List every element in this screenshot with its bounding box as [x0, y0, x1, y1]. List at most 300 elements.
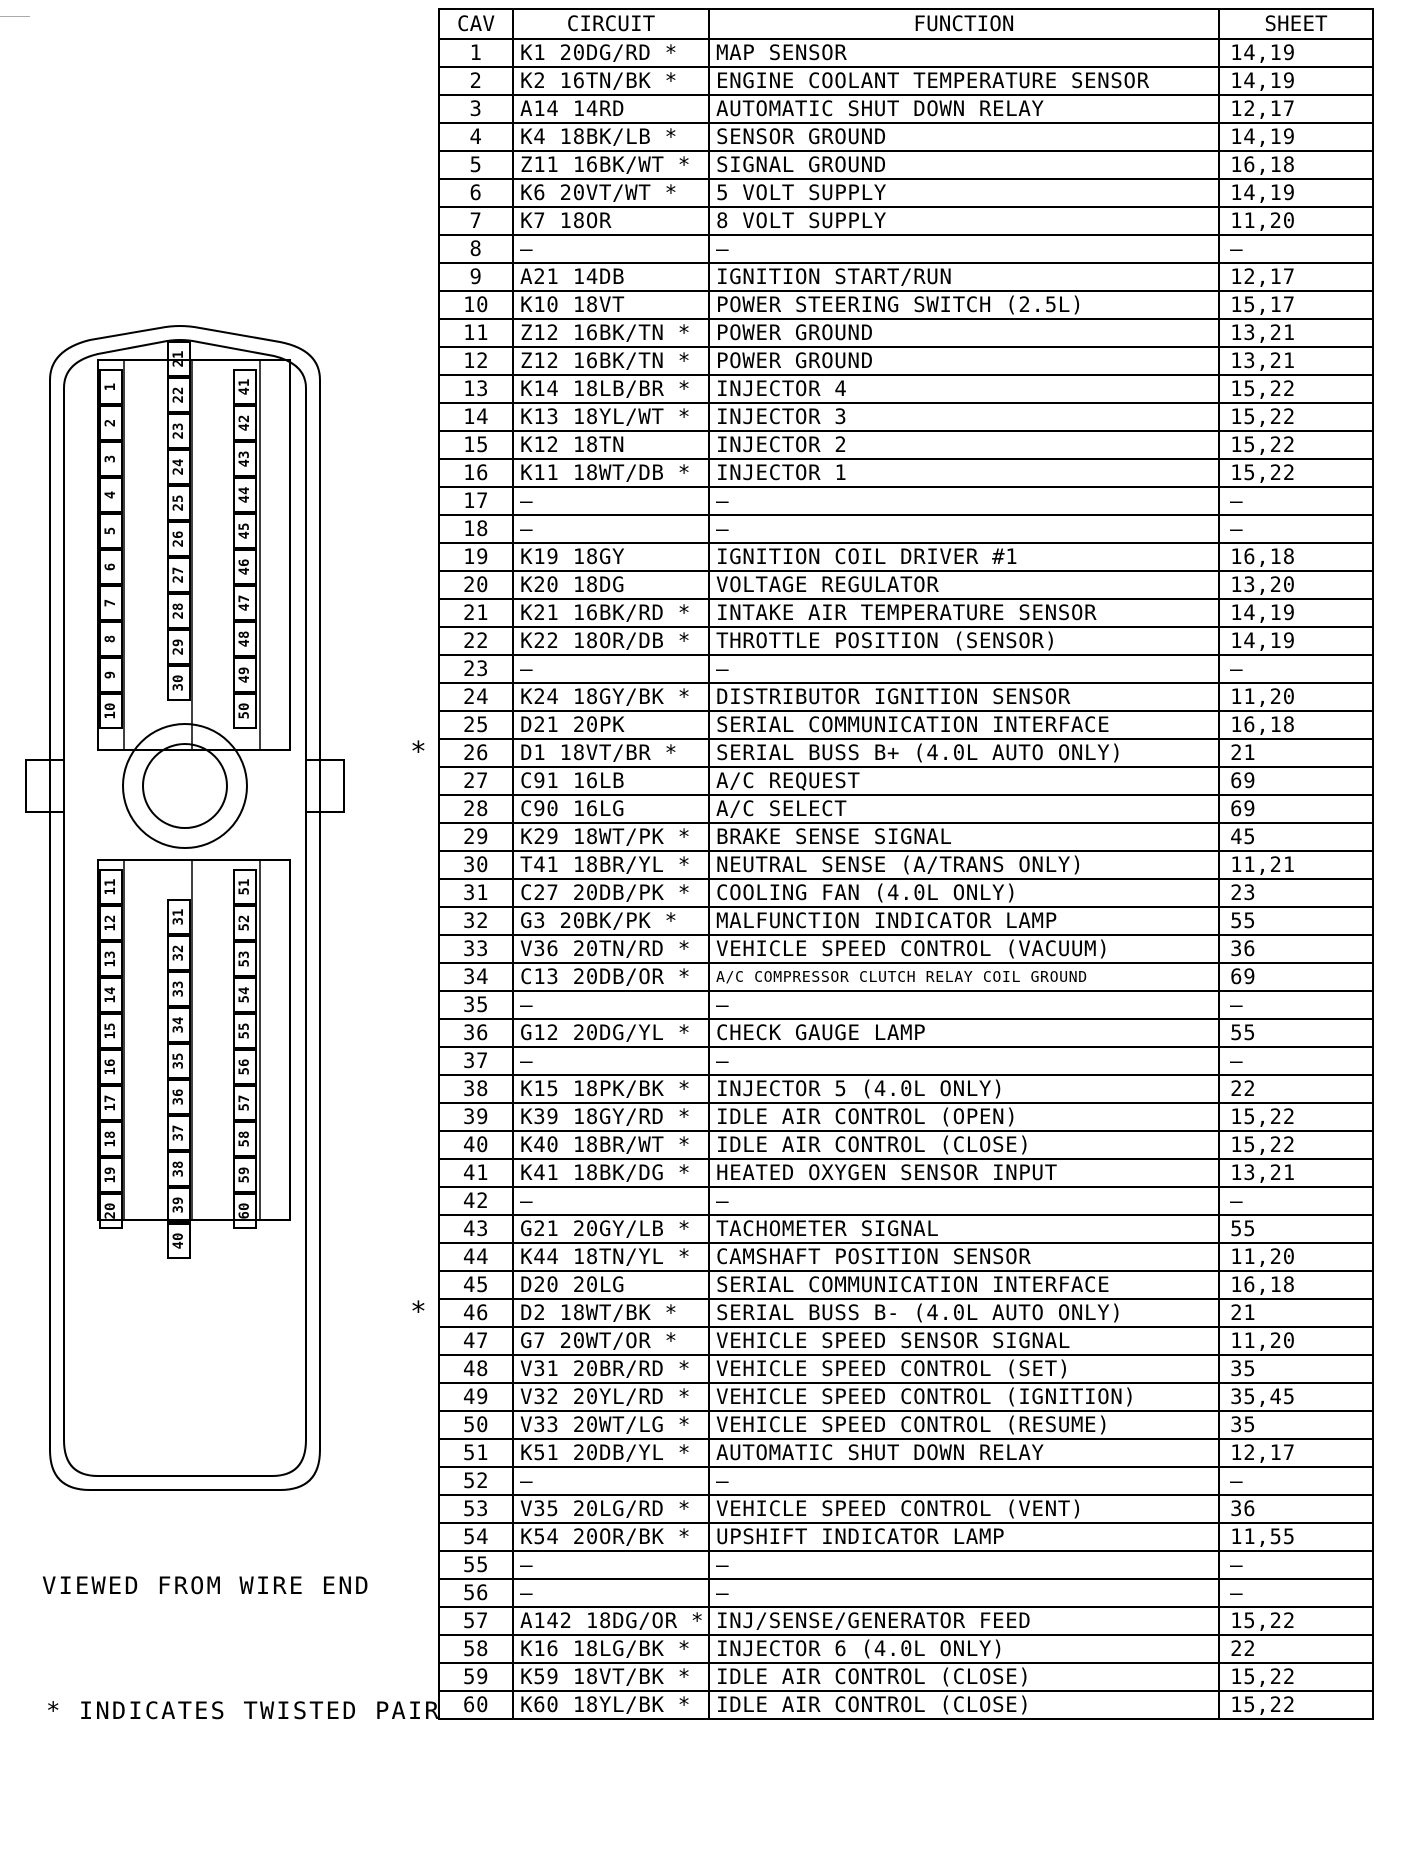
- cell-function: SENSOR GROUND: [709, 123, 1219, 151]
- cell-sheet: 22: [1219, 1075, 1373, 1103]
- cell-function: THROTTLE POSITION (SENSOR): [709, 627, 1219, 655]
- cell-cav: 30: [439, 851, 513, 879]
- cell-cav: 27: [439, 767, 513, 795]
- table-row: [439, 655, 1373, 683]
- cell-sheet: 13,21: [1219, 1159, 1373, 1187]
- pin-label-29: 29: [171, 638, 187, 656]
- cell-sheet: 16,18: [1219, 1271, 1373, 1299]
- cell-circuit: V35 20LG/RD *: [513, 1495, 709, 1523]
- cell-circuit: C91 16LB: [513, 767, 709, 795]
- cell-sheet: 15,22: [1219, 1607, 1373, 1635]
- cell-cav: 16: [439, 459, 513, 487]
- table-row: [439, 179, 1373, 207]
- table-row: [439, 851, 1373, 879]
- table-row: [439, 1663, 1373, 1691]
- cell-function: VEHICLE SPEED SENSOR SIGNAL: [709, 1327, 1219, 1355]
- cell-sheet: 15,22: [1219, 431, 1373, 459]
- cell-circuit: K4 18BK/LB *: [513, 123, 709, 151]
- pin-label-2: 2: [103, 418, 119, 428]
- cell-circuit: A14 14RD: [513, 95, 709, 123]
- table-row: [439, 459, 1373, 487]
- pin-label-40: 40: [171, 1232, 187, 1250]
- cell-circuit: G21 20GY/LB *: [513, 1215, 709, 1243]
- cell-circuit: K24 18GY/BK *: [513, 683, 709, 711]
- table-row: [439, 1467, 1373, 1495]
- cell-function: SERIAL COMMUNICATION INTERFACE: [709, 711, 1219, 739]
- pin-label-27: 27: [171, 566, 187, 584]
- cell-sheet: 14,19: [1219, 599, 1373, 627]
- twisted-pair-mark-46: *: [410, 1295, 427, 1328]
- cell-cav: 55: [439, 1551, 513, 1579]
- connector-center-hole: [143, 744, 227, 828]
- table-row: [439, 1635, 1373, 1663]
- cell-sheet: 23: [1219, 879, 1373, 907]
- cell-function: INJECTOR 6 (4.0L ONLY): [709, 1635, 1219, 1663]
- cell-sheet: 35,45: [1219, 1383, 1373, 1411]
- cell-circuit: V33 20WT/LG *: [513, 1411, 709, 1439]
- pin-label-34: 34: [171, 1016, 187, 1034]
- cell-circuit: —: [513, 487, 709, 515]
- table-row: [439, 879, 1373, 907]
- cell-sheet: 69: [1219, 767, 1373, 795]
- cell-sheet: 14,19: [1219, 627, 1373, 655]
- cell-cav: 57: [439, 1607, 513, 1635]
- table-header-row: [439, 9, 1373, 39]
- table-row: [439, 823, 1373, 851]
- cell-sheet: 15,22: [1219, 403, 1373, 431]
- pin-label-42: 42: [237, 414, 253, 432]
- twisted-pair-mark-26: *: [410, 735, 427, 768]
- pin-label-20: 20: [103, 1202, 119, 1220]
- cell-function: INJECTOR 1: [709, 459, 1219, 487]
- cell-function: —: [709, 655, 1219, 683]
- cell-sheet: 55: [1219, 1215, 1373, 1243]
- cell-cav: 2: [439, 67, 513, 95]
- cell-cav: 11: [439, 319, 513, 347]
- cell-cav: 56: [439, 1579, 513, 1607]
- cell-sheet: 45: [1219, 823, 1373, 851]
- cell-cav: 44: [439, 1243, 513, 1271]
- top-pin-bank-frame: [98, 360, 290, 750]
- cell-cav: 42: [439, 1187, 513, 1215]
- cell-sheet: 21: [1219, 739, 1373, 767]
- table-row: [439, 963, 1373, 991]
- cell-function: INJECTOR 4: [709, 375, 1219, 403]
- pin-label-13: 13: [103, 950, 119, 968]
- cell-circuit: K41 18BK/DG *: [513, 1159, 709, 1187]
- cell-function: —: [709, 991, 1219, 1019]
- cell-circuit: —: [513, 1467, 709, 1495]
- table-row: [439, 1439, 1373, 1467]
- table-row: [439, 487, 1373, 515]
- pin-label-6: 6: [103, 562, 119, 572]
- cell-sheet: —: [1219, 487, 1373, 515]
- cell-sheet: 11,21: [1219, 851, 1373, 879]
- cell-sheet: 13,20: [1219, 571, 1373, 599]
- cell-sheet: —: [1219, 1187, 1373, 1215]
- cell-cav: 25: [439, 711, 513, 739]
- cell-circuit: —: [513, 1579, 709, 1607]
- pin-label-37: 37: [171, 1124, 187, 1142]
- cell-cav: 5: [439, 151, 513, 179]
- cell-function: MALFUNCTION INDICATOR LAMP: [709, 907, 1219, 935]
- cell-cav: 18: [439, 515, 513, 543]
- cell-cav: 46: [439, 1299, 513, 1327]
- table-row: [439, 1383, 1373, 1411]
- table-row: [439, 95, 1373, 123]
- table-row: [439, 319, 1373, 347]
- cell-function: TACHOMETER SIGNAL: [709, 1215, 1219, 1243]
- cell-cav: 54: [439, 1523, 513, 1551]
- cell-sheet: 14,19: [1219, 123, 1373, 151]
- pin-label-3: 3: [103, 454, 119, 464]
- cell-function: VEHICLE SPEED CONTROL (VENT): [709, 1495, 1219, 1523]
- table-row: [439, 375, 1373, 403]
- cell-cav: 7: [439, 207, 513, 235]
- cell-cav: 22: [439, 627, 513, 655]
- cell-function: —: [709, 487, 1219, 515]
- cell-sheet: —: [1219, 1579, 1373, 1607]
- cell-cav: 20: [439, 571, 513, 599]
- pin-label-5: 5: [103, 526, 119, 536]
- cell-function: VOLTAGE REGULATOR: [709, 571, 1219, 599]
- cell-circuit: —: [513, 235, 709, 263]
- cell-function: HEATED OXYGEN SENSOR INPUT: [709, 1159, 1219, 1187]
- pin-label-35: 35: [171, 1052, 187, 1070]
- cell-function: —: [709, 1187, 1219, 1215]
- cell-cav: 59: [439, 1663, 513, 1691]
- pin-label-55: 55: [237, 1022, 253, 1040]
- pin-label-28: 28: [171, 602, 187, 620]
- cell-cav: 28: [439, 795, 513, 823]
- table-row: [439, 1327, 1373, 1355]
- cell-cav: 17: [439, 487, 513, 515]
- pin-table: [438, 8, 1374, 1720]
- cell-circuit: —: [513, 1551, 709, 1579]
- cell-circuit: —: [513, 991, 709, 1019]
- cell-cav: 3: [439, 95, 513, 123]
- cell-circuit: K22 18OR/DB *: [513, 627, 709, 655]
- cell-function: —: [709, 515, 1219, 543]
- cell-function: 5 VOLT SUPPLY: [709, 179, 1219, 207]
- cell-circuit: K11 18WT/DB *: [513, 459, 709, 487]
- cell-cav: 58: [439, 1635, 513, 1663]
- cell-cav: 53: [439, 1495, 513, 1523]
- pin-label-22: 22: [171, 386, 187, 404]
- cell-function: VEHICLE SPEED CONTROL (SET): [709, 1355, 1219, 1383]
- cell-sheet: 69: [1219, 963, 1373, 991]
- cell-circuit: K13 18YL/WT *: [513, 403, 709, 431]
- cell-cav: 35: [439, 991, 513, 1019]
- table-row: [439, 907, 1373, 935]
- cell-circuit: D21 20PK: [513, 711, 709, 739]
- cell-sheet: 22: [1219, 1635, 1373, 1663]
- table-row: [439, 123, 1373, 151]
- cell-sheet: 14,19: [1219, 179, 1373, 207]
- cell-cav: 23: [439, 655, 513, 683]
- cell-sheet: 13,21: [1219, 347, 1373, 375]
- table-row: [439, 235, 1373, 263]
- cell-cav: 31: [439, 879, 513, 907]
- cell-cav: 37: [439, 1047, 513, 1075]
- cell-function: 8 VOLT SUPPLY: [709, 207, 1219, 235]
- cell-function: IGNITION COIL DRIVER #1: [709, 543, 1219, 571]
- cell-function: —: [709, 1047, 1219, 1075]
- cell-circuit: G3 20BK/PK *: [513, 907, 709, 935]
- connector-right-lug: [306, 760, 344, 812]
- cell-sheet: 11,20: [1219, 1327, 1373, 1355]
- cell-circuit: K16 18LG/BK *: [513, 1635, 709, 1663]
- cell-circuit: K7 18OR: [513, 207, 709, 235]
- table-row: [439, 1551, 1373, 1579]
- cell-cav: 29: [439, 823, 513, 851]
- cell-circuit: T41 18BR/YL *: [513, 851, 709, 879]
- table-row: [439, 1579, 1373, 1607]
- pin-label-57: 57: [237, 1094, 253, 1112]
- pin-label-4: 4: [103, 490, 119, 500]
- cell-function: SERIAL COMMUNICATION INTERFACE: [709, 1271, 1219, 1299]
- cell-function: MAP SENSOR: [709, 39, 1219, 67]
- cell-sheet: 16,18: [1219, 543, 1373, 571]
- pin-label-60: 60: [237, 1202, 253, 1220]
- cell-function: A/C SELECT: [709, 795, 1219, 823]
- cell-cav: 49: [439, 1383, 513, 1411]
- pin-label-21: 21: [171, 350, 187, 368]
- pin-label-30: 30: [171, 674, 187, 692]
- cell-circuit: K54 20OR/BK *: [513, 1523, 709, 1551]
- bottom-pin-bank-frame: [98, 860, 290, 1220]
- cell-circuit: A21 14DB: [513, 263, 709, 291]
- cell-function: DISTRIBUTOR IGNITION SENSOR: [709, 683, 1219, 711]
- cell-sheet: 21: [1219, 1299, 1373, 1327]
- cell-function: INJ/SENSE/GENERATOR FEED: [709, 1607, 1219, 1635]
- table-row: [439, 1215, 1373, 1243]
- pin-label-45: 45: [237, 522, 253, 540]
- cell-circuit: Z11 16BK/WT *: [513, 151, 709, 179]
- cell-cav: 47: [439, 1327, 513, 1355]
- connector-center-ring: [123, 724, 247, 848]
- cell-cav: 1: [439, 39, 513, 67]
- table-row: [439, 1047, 1373, 1075]
- table-row: [439, 627, 1373, 655]
- cell-circuit: K14 18LB/BR *: [513, 375, 709, 403]
- pin-label-48: 48: [237, 630, 253, 648]
- cell-circuit: —: [513, 1047, 709, 1075]
- cell-cav: 21: [439, 599, 513, 627]
- cell-sheet: —: [1219, 235, 1373, 263]
- pin-label-24: 24: [171, 458, 187, 476]
- cell-function: IGNITION START/RUN: [709, 263, 1219, 291]
- cell-circuit: V36 20TN/RD *: [513, 935, 709, 963]
- table-row: [439, 1159, 1373, 1187]
- cell-circuit: K20 18DG: [513, 571, 709, 599]
- table-row: [439, 1103, 1373, 1131]
- cell-function: —: [709, 1551, 1219, 1579]
- cell-function: A/C COMPRESSOR CLUTCH RELAY COIL GROUND: [709, 963, 1219, 991]
- cell-cav: 6: [439, 179, 513, 207]
- cell-function: POWER GROUND: [709, 319, 1219, 347]
- cell-sheet: —: [1219, 1047, 1373, 1075]
- table-row: [439, 1691, 1373, 1719]
- pin-label-26: 26: [171, 530, 187, 548]
- pin-label-39: 39: [171, 1196, 187, 1214]
- cell-sheet: 15,22: [1219, 375, 1373, 403]
- cell-function: INJECTOR 2: [709, 431, 1219, 459]
- table-row: [439, 1187, 1373, 1215]
- cell-circuit: C27 20DB/PK *: [513, 879, 709, 907]
- pin-label-38: 38: [171, 1160, 187, 1178]
- pin-label-23: 23: [171, 422, 187, 440]
- cell-function: UPSHIFT INDICATOR LAMP: [709, 1523, 1219, 1551]
- cell-cav: 19: [439, 543, 513, 571]
- cell-circuit: K44 18TN/YL *: [513, 1243, 709, 1271]
- cell-cav: 40: [439, 1131, 513, 1159]
- cell-circuit: K1 20DG/RD *: [513, 39, 709, 67]
- cell-function: —: [709, 235, 1219, 263]
- header-function: FUNCTION: [709, 9, 1219, 39]
- cell-function: COOLING FAN (4.0L ONLY): [709, 879, 1219, 907]
- cell-sheet: 15,22: [1219, 459, 1373, 487]
- cell-cav: 8: [439, 235, 513, 263]
- table-row: [439, 1243, 1373, 1271]
- table-row: [439, 1271, 1373, 1299]
- cell-function: SERIAL BUSS B+ (4.0L AUTO ONLY): [709, 739, 1219, 767]
- cell-sheet: 11,20: [1219, 683, 1373, 711]
- cell-sheet: 12,17: [1219, 95, 1373, 123]
- cell-circuit: K39 18GY/RD *: [513, 1103, 709, 1131]
- header-cav: CAV: [439, 9, 513, 39]
- cell-sheet: 36: [1219, 935, 1373, 963]
- pin-label-58: 58: [237, 1130, 253, 1148]
- pin-label-15: 15: [103, 1022, 119, 1040]
- cell-circuit: K40 18BR/WT *: [513, 1131, 709, 1159]
- cell-function: SIGNAL GROUND: [709, 151, 1219, 179]
- cell-circuit: —: [513, 1187, 709, 1215]
- cell-function: VEHICLE SPEED CONTROL (VACUUM): [709, 935, 1219, 963]
- cell-function: POWER STEERING SWITCH (2.5L): [709, 291, 1219, 319]
- cell-circuit: K60 18YL/BK *: [513, 1691, 709, 1719]
- cell-circuit: C13 20DB/OR *: [513, 963, 709, 991]
- cell-cav: 4: [439, 123, 513, 151]
- cell-cav: 45: [439, 1271, 513, 1299]
- cell-cav: 15: [439, 431, 513, 459]
- cell-sheet: 36: [1219, 1495, 1373, 1523]
- pin-label-50: 50: [237, 702, 253, 720]
- pin-label-46: 46: [237, 558, 253, 576]
- cell-function: IDLE AIR CONTROL (CLOSE): [709, 1691, 1219, 1719]
- cell-function: AUTOMATIC SHUT DOWN RELAY: [709, 1439, 1219, 1467]
- pin-label-59: 59: [237, 1166, 253, 1184]
- pin-label-51: 51: [237, 878, 253, 896]
- pin-label-41: 41: [237, 378, 253, 396]
- cell-cav: 12: [439, 347, 513, 375]
- cell-function: CAMSHAFT POSITION SENSOR: [709, 1243, 1219, 1271]
- cell-sheet: 12,17: [1219, 263, 1373, 291]
- cell-function: BRAKE SENSE SIGNAL: [709, 823, 1219, 851]
- cell-cav: 41: [439, 1159, 513, 1187]
- cell-function: A/C REQUEST: [709, 767, 1219, 795]
- table-row: [439, 1411, 1373, 1439]
- cell-circuit: K59 18VT/BK *: [513, 1663, 709, 1691]
- pin-label-8: 8: [103, 634, 119, 644]
- cell-circuit: G7 20WT/OR *: [513, 1327, 709, 1355]
- pin-label-36: 36: [171, 1088, 187, 1106]
- cell-sheet: 16,18: [1219, 151, 1373, 179]
- cell-circuit: V32 20YL/RD *: [513, 1383, 709, 1411]
- pin-label-44: 44: [237, 486, 253, 504]
- cell-sheet: 15,22: [1219, 1103, 1373, 1131]
- scan-mark: [0, 16, 30, 17]
- table-row: [439, 711, 1373, 739]
- table-row: [439, 767, 1373, 795]
- table-row: [439, 403, 1373, 431]
- cell-cav: 51: [439, 1439, 513, 1467]
- cell-function: —: [709, 1579, 1219, 1607]
- cell-sheet: 14,19: [1219, 39, 1373, 67]
- cell-cav: 36: [439, 1019, 513, 1047]
- pin-label-11: 11: [103, 878, 119, 896]
- pin-label-47: 47: [237, 594, 253, 612]
- cell-function: ENGINE COOLANT TEMPERATURE SENSOR: [709, 67, 1219, 95]
- cell-cav: 43: [439, 1215, 513, 1243]
- cell-circuit: V31 20BR/RD *: [513, 1355, 709, 1383]
- cell-circuit: K6 20VT/WT *: [513, 179, 709, 207]
- cell-circuit: —: [513, 515, 709, 543]
- table-row: [439, 67, 1373, 95]
- cell-circuit: K15 18PK/BK *: [513, 1075, 709, 1103]
- table-row: [439, 1355, 1373, 1383]
- pin-label-49: 49: [237, 666, 253, 684]
- table-row: [439, 795, 1373, 823]
- cell-circuit: —: [513, 655, 709, 683]
- header-circuit: CIRCUIT: [513, 9, 709, 39]
- cell-sheet: 55: [1219, 1019, 1373, 1047]
- cell-circuit: K10 18VT: [513, 291, 709, 319]
- cell-cav: 14: [439, 403, 513, 431]
- pin-label-56: 56: [237, 1058, 253, 1076]
- cell-cav: 60: [439, 1691, 513, 1719]
- pin-label-7: 7: [103, 598, 119, 608]
- pin-label-19: 19: [103, 1166, 119, 1184]
- cell-cav: 52: [439, 1467, 513, 1495]
- cell-circuit: K19 18GY: [513, 543, 709, 571]
- cell-circuit: K21 16BK/RD *: [513, 599, 709, 627]
- cell-function: INJECTOR 5 (4.0L ONLY): [709, 1075, 1219, 1103]
- cell-sheet: 14,19: [1219, 67, 1373, 95]
- header-sheet: SHEET: [1219, 9, 1373, 39]
- cell-circuit: G12 20DG/YL *: [513, 1019, 709, 1047]
- cell-sheet: 35: [1219, 1355, 1373, 1383]
- cell-sheet: 11,20: [1219, 207, 1373, 235]
- pin-label-31: 31: [171, 908, 187, 926]
- cell-sheet: 12,17: [1219, 1439, 1373, 1467]
- cell-cav: 48: [439, 1355, 513, 1383]
- cell-function: VEHICLE SPEED CONTROL (IGNITION): [709, 1383, 1219, 1411]
- cell-cav: 39: [439, 1103, 513, 1131]
- viewed-from-note: VIEWED FROM WIRE END: [42, 1572, 371, 1600]
- cell-cav: 32: [439, 907, 513, 935]
- cell-function: AUTOMATIC SHUT DOWN RELAY: [709, 95, 1219, 123]
- cell-cav: 24: [439, 683, 513, 711]
- cell-cav: 10: [439, 291, 513, 319]
- table-row: [439, 1299, 1373, 1327]
- pin-label-32: 32: [171, 944, 187, 962]
- cell-sheet: 11,55: [1219, 1523, 1373, 1551]
- table-row: [439, 151, 1373, 179]
- cell-sheet: 13,21: [1219, 319, 1373, 347]
- table-row: [439, 207, 1373, 235]
- pin-label-12: 12: [103, 914, 119, 932]
